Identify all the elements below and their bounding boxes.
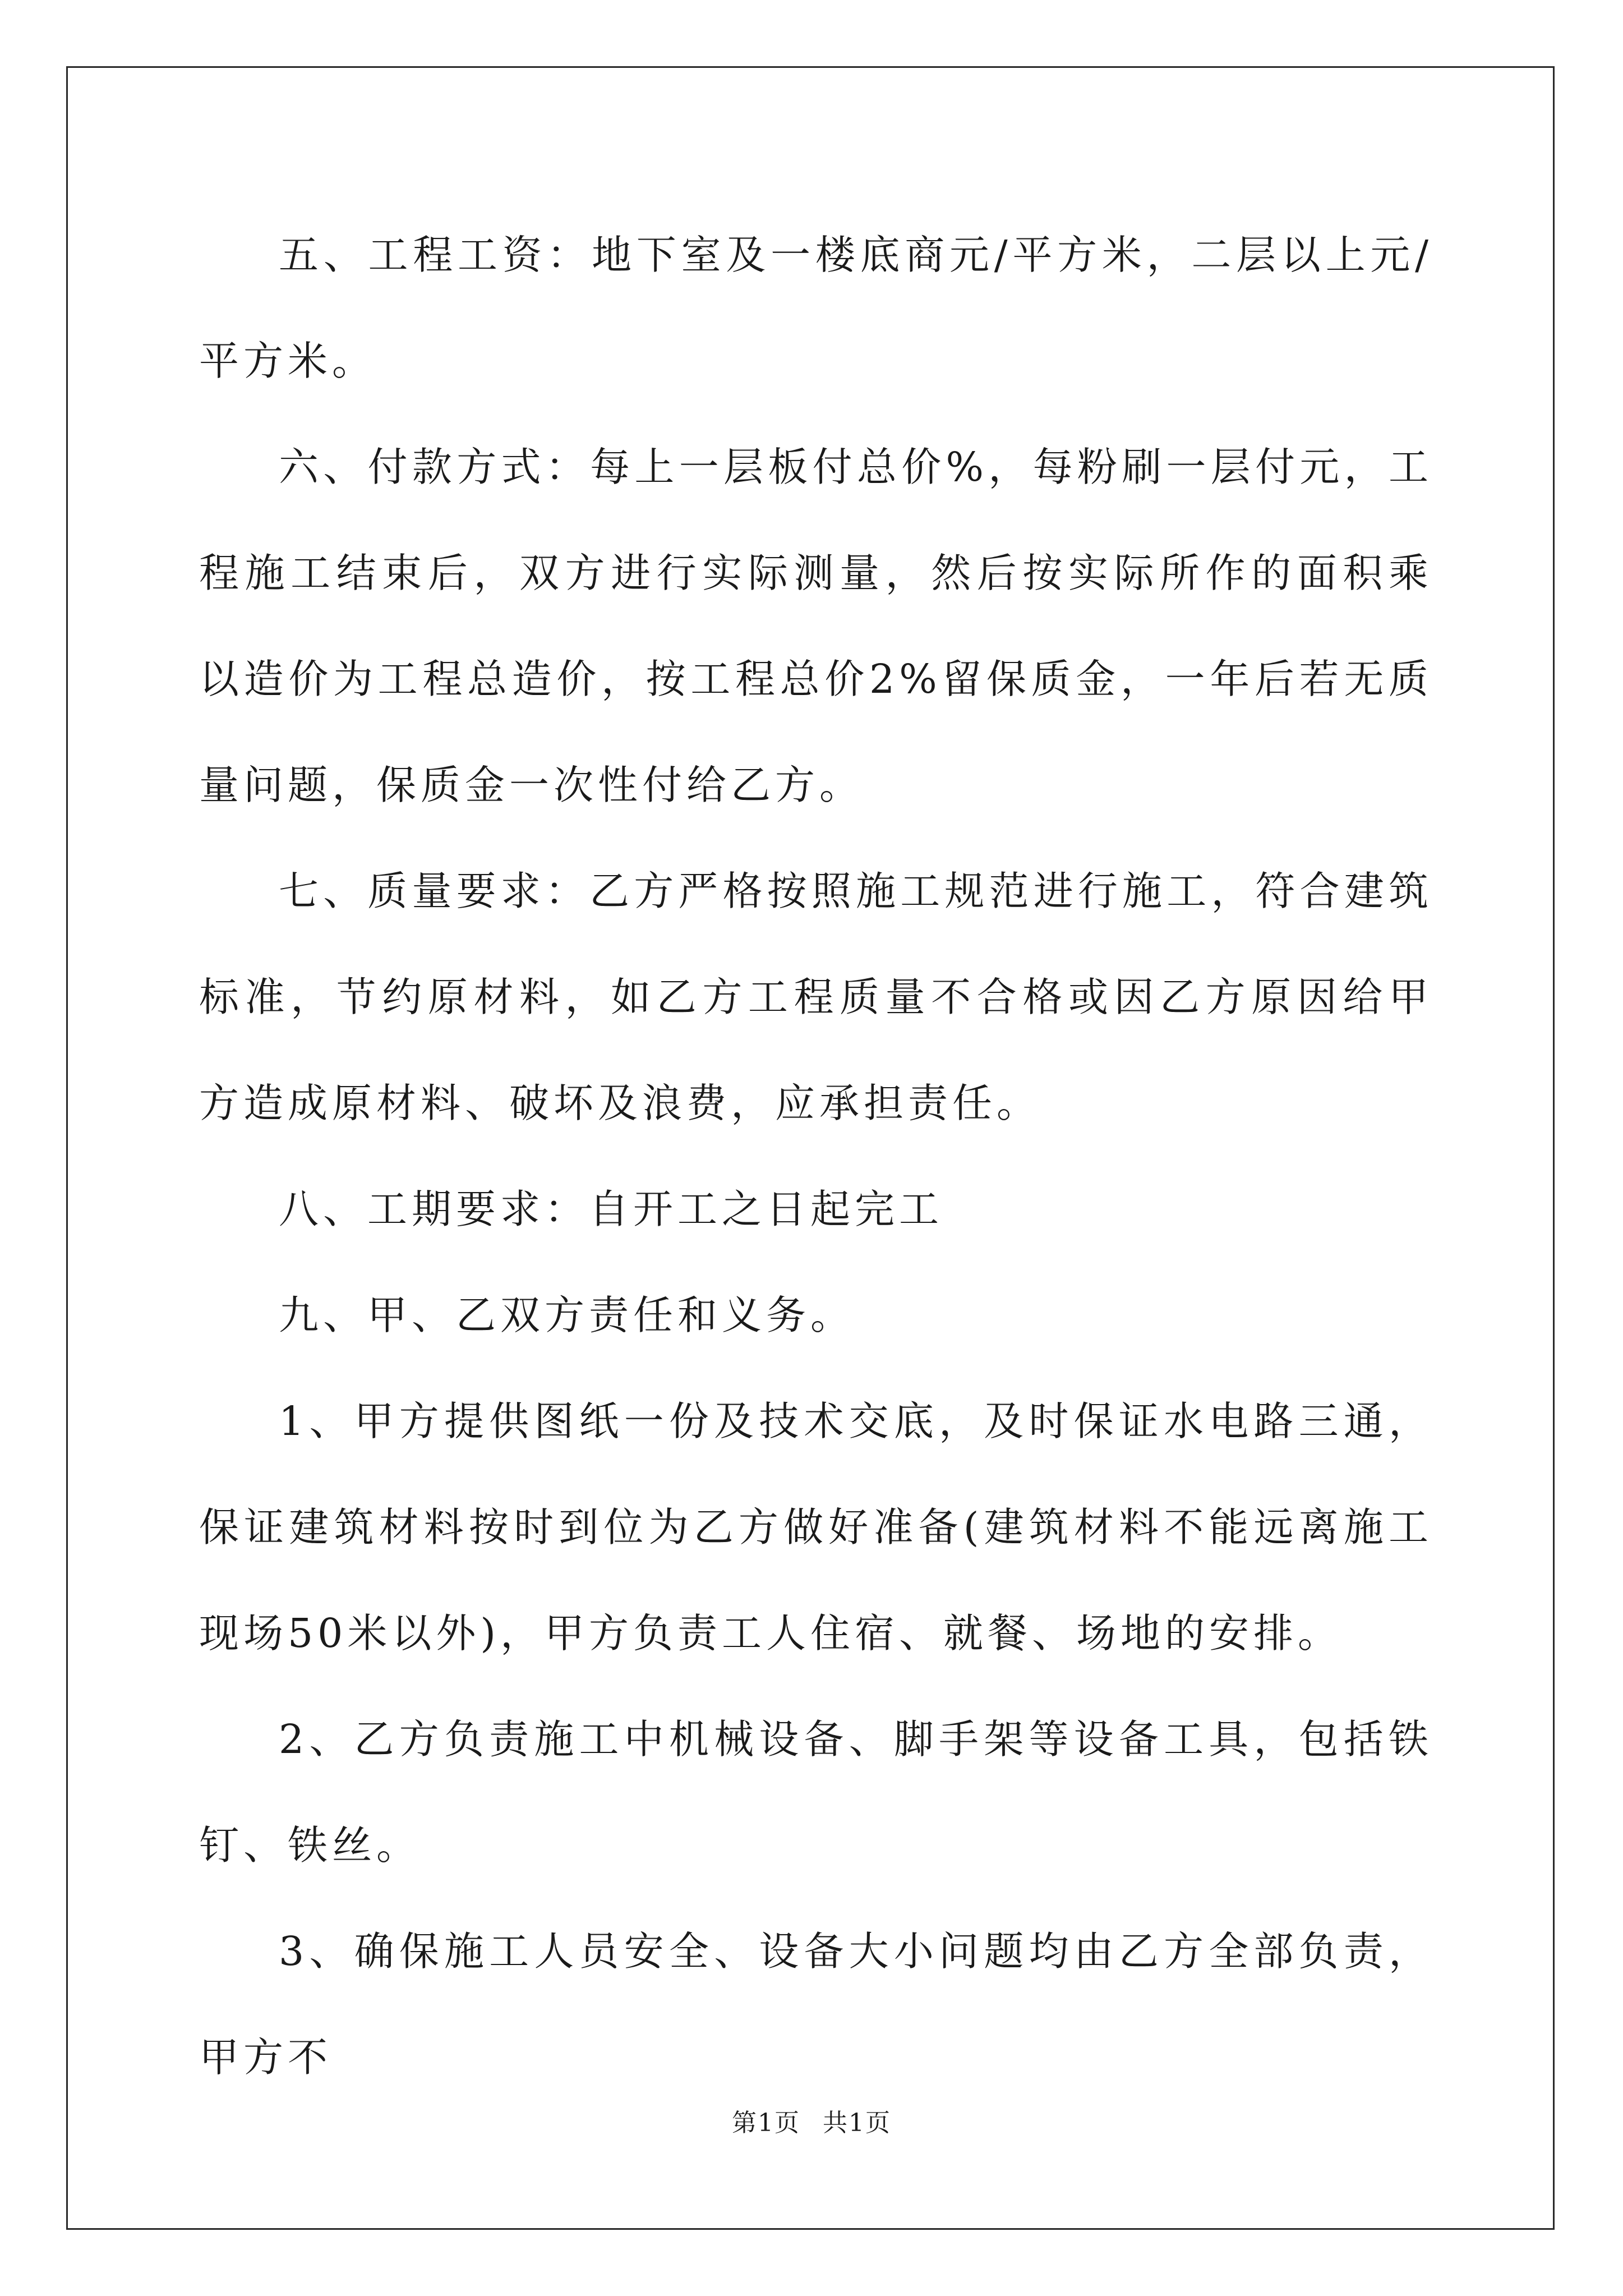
page-number: 第1页 [732, 2109, 800, 2137]
clause-7-quality: 七、质量要求：乙方严格按照施工规范进行施工，符合建筑标准，节约原材料，如乙方工程质量不合格或因乙方原因给甲方造成原材料、破坏及浪费，应承担责任。 [199, 868, 1433, 1126]
responsibility-item-1: 1、甲方提供图纸一份及技术交底，及时保证水电路三通，保证建筑材料按时到位为乙方做好准备(建筑材料不能远离施工现场50米以外)，甲方负责工人住宿、就餐、场地的安排。 [199, 1398, 1433, 1657]
clause-8-schedule: 八、工期要求：自开工之日起完工 [279, 1186, 944, 1232]
page-total: 共1页 [823, 2109, 891, 2137]
clause-9-responsibilities: 九、甲、乙双方责任和义务。 [279, 1292, 855, 1338]
responsibility-item-2: 2、乙方负责施工中机械设备、脚手架等设备工具，包括铁钉、铁丝。 [199, 1716, 1433, 1869]
page-footer [0, 2102, 1623, 2138]
clause-5-wages: 五、工程工资：地下室及一楼底商元/平方米，二层以上元/平方米。 [199, 232, 1433, 384]
document-body [199, 202, 1433, 2110]
responsibility-item-3: 3、确保施工人员安全、设备大小问题均由乙方全部负责，甲方不 [199, 1928, 1433, 2081]
clause-6-payment: 六、付款方式：每上一层板付总价%，每粉刷一层付元，工程施工结束后，双方进行实际测量，然后按实际所作的面积乘以造价为工程总造价，按工程总价2%留保质金，一年后若无质量问题，保质金一次性付给乙方。 [199, 444, 1433, 808]
